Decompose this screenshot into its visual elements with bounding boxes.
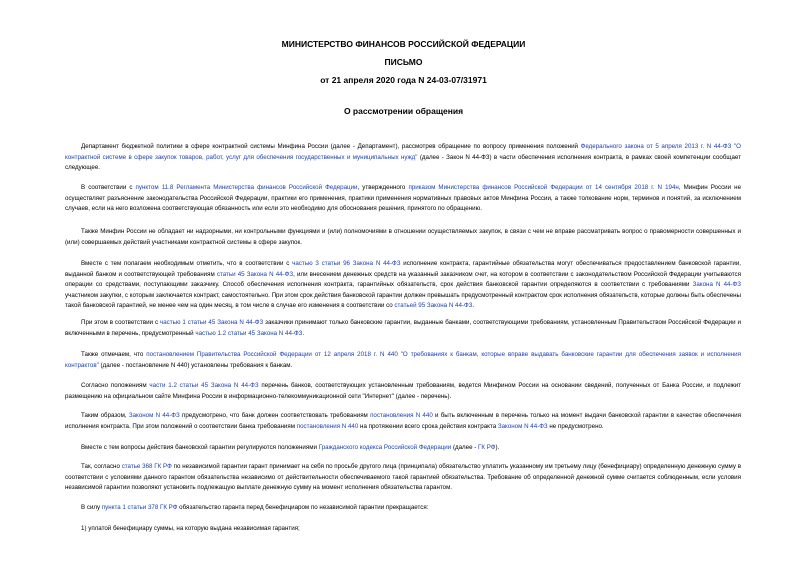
document-link[interactable]: части 1.2 статьи 45 Закона N 44-ФЗ — [149, 382, 259, 389]
paragraph-text: Так, согласно — [81, 463, 122, 470]
paragraph-text: не предусмотрено. — [547, 422, 604, 430]
paragraph-text: перечень банков, соответствующих установленным требованиям, ведется Минфином России на основании сведений, полученных от Банка России, и подлежит размещению на официальном сайте Минфина России в информационно-телекоммуникационной сети "Интернет" (далее - перечень). — [65, 382, 741, 400]
paragraph — [65, 259, 741, 312]
document-link[interactable]: Гражданского кодекса Российской Федерации — [318, 444, 452, 451]
document-link[interactable]: статье 368 ГК РФ — [121, 463, 172, 470]
document-type: ПИСЬМО — [384, 57, 423, 67]
paragraph — [65, 142, 741, 174]
paragraph — [65, 524, 741, 535]
paragraph — [65, 227, 741, 248]
paragraph-text: Также отмечаем, что — [81, 351, 147, 358]
paragraph-text: (далее - постановление N 440) установлены требования к банкам. — [98, 361, 293, 369]
document-subject: О рассмотрении обращения — [343, 106, 464, 116]
paragraph — [65, 462, 741, 494]
document-link[interactable]: Законом N 44-ФЗ — [497, 422, 548, 430]
document-link[interactable]: пункта 1 статьи 378 ГК РФ — [101, 504, 178, 511]
paragraph-text: заказчики принимают только банковские гарантии, выданные банками, соответствующими требованиям, установленным Правительством Российской Федерации и включенными в перечень, предусмотренный — [65, 319, 741, 337]
document-link[interactable]: приказом Министерства финансов Российской Федерации от 14 сентября 2018 г. N 194н — [408, 184, 679, 191]
paragraph-text: и быть включенным в перечень только на момент выдачи банковской гарантии в качестве обеспечения исполнения контракта. При этом положений о соответствии банка требованиям — [65, 412, 741, 430]
paragraph-text: При этом в соответствии с — [81, 319, 160, 326]
document-date-number: от 21 апреля 2020 года N 24-03-07/31971 — [320, 75, 487, 85]
paragraph-text: ). — [495, 444, 500, 451]
paragraph — [65, 318, 741, 339]
paragraph-text: В соответствии с — [81, 184, 136, 191]
paragraph-text: исполнение контракта, гарантийные обязательства могут обеспечиваться предоставлением банковской гарантии, выданной банком и соответствующей требованиям — [65, 260, 741, 278]
paragraph — [65, 183, 741, 215]
paragraph-text: . — [302, 329, 305, 337]
document-link[interactable]: пунктом 11.8 Регламента Министерства финансов Российской Федерации — [135, 184, 358, 191]
document-link[interactable]: Закона N 44-ФЗ — [692, 281, 741, 288]
paragraph-text: Также Минфин России не обладает ни надзорными, ни контрольными функциями и (или) полномочиями в отношении осуществляемых закупок, в связи с чем не вправе рассматривать вопрос о правомерности совершенных и (или) совершаемых действий участниками контрактной системы в сфере закупок. — [65, 228, 741, 246]
document-link[interactable]: частью 1.2 статьи 45 Закона N 44-ФЗ — [195, 329, 303, 337]
paragraph-text: Таким образом, — [81, 412, 129, 419]
paragraph-text: Вместе с тем вопросы действия банковской гарантии регулируются положениями — [81, 444, 319, 451]
paragraph-text: обязательство гаранта перед бенефициаром по независимой гарантии прекращается: — [177, 504, 429, 511]
document-link[interactable]: постановления N 440 — [296, 422, 359, 430]
document-link[interactable]: частью 1 статьи 45 Закона N 44-ФЗ — [160, 319, 264, 326]
paragraph-text: , Минфин России не осуществляет разъяснение законодательства Российской Федерации, практики его применения, практики применения нормативных правовых актов Минфина России, а также толкование норм, терминов и понятий, за исключением случаев, если на него возложена соответствующая обязанность или если это необходимо для обоснования решения, принятого по обращению. — [65, 184, 742, 212]
paragraph-text: (далее - Закон N 44-ФЗ) в части обеспечения исполнения контракта, в рамках своей компетенции сообщает следующее. — [65, 153, 741, 171]
paragraph-text: (далее - — [451, 444, 479, 451]
paragraph-text: Департамент бюджетной политики в сфере контрактной системы Минфина России (далее - Департамент), рассмотрев обращение по вопросу применения положений — [81, 143, 581, 150]
paragraph-text: на протяжении всего срока действия контракта — [358, 422, 498, 430]
paragraph-text: 1) уплатой бенефициару суммы, на которую выдана независимая гарантия; — [81, 525, 300, 532]
paragraph — [65, 381, 741, 402]
paragraph-text: участником закупки, с которым заключается контракт, самостоятельно. При этом срок действия банковской гарантии должен превышать предусмотренный контрактом срок исполнения обязательств, которые должны быть обеспечены такой банковской гарантией, не менее чем на один месяц, в том числе в случае его изменения в соответствии со — [65, 291, 741, 309]
ministry-heading: МИНИСТЕРСТВО ФИНАНСОВ РОССИЙСКОЙ ФЕДЕРАЦИИ — [281, 39, 526, 49]
paragraph — [65, 350, 741, 371]
document-link[interactable]: постановления N 440 — [370, 412, 433, 419]
paragraph-text: . — [472, 302, 475, 309]
paragraph-text: предусмотрено, что банк должен соответствовать требованиям — [179, 412, 371, 419]
document-link[interactable]: ГК РФ — [478, 444, 496, 451]
paragraph-text: Вместе с тем полагаем необходимым отметить, что в соответствии с — [81, 260, 293, 267]
paragraph-text: , утвержденного — [357, 184, 409, 191]
paragraph — [65, 503, 741, 514]
document-link[interactable]: частью 3 статьи 96 Закона N 44-ФЗ — [292, 260, 401, 267]
document-link[interactable]: Законом N 44-ФЗ — [128, 412, 180, 419]
paragraph-text: В силу — [81, 504, 102, 511]
paragraph-text: Согласно положениям — [81, 382, 150, 389]
document-link[interactable]: постановлением Правительства Российской Федерации от 12 апреля 2018 г. N 440 "О требованиях к банкам, которые вправе выдавать банковские гарантии для обеспечения заявок и исполнения контрактов" — [65, 351, 741, 369]
document-link[interactable]: статьи 45 Закона N 44-ФЗ — [216, 270, 294, 278]
paragraph-text: , или внесением денежных средств на указанный заказчиком счет, на котором в соответствии с законодательством Российской Федерации учитываются операции со средствами, поступающими заказчику. Способ обеспечения исполнения контракта, гарантийных обязательств, срок действия банковской гарантии определяются в соответствии с требованиями — [65, 270, 742, 288]
document-link[interactable]: Федерального закона от 5 апреля 2013 г. N 44-ФЗ "О контрактной системе в сфере закупок товаров, работ, услуг для обеспечения государственных и муниципальных нужд" — [65, 143, 741, 161]
document-link[interactable]: статьей 95 Закона N 44-ФЗ — [394, 302, 473, 309]
paragraph — [65, 443, 741, 454]
paragraph — [65, 411, 741, 432]
paragraph-text: по независимой гарантии гарант принимает на себя по просьбе другого лица (принципала) обязательство уплатить указанному им третьему лицу (бенефициару) определенную денежную сумму в соответствии с условиями данного гарантом обязательства независимо от действительности обеспечиваемого такой гарантией обязательства. Требование об определенной денежной сумме считается соблюденным, если условия независимой гарантии позволяют установить подлежащую выплате денежную сумму на момент исполнения обязательства гарантом. — [65, 463, 741, 491]
